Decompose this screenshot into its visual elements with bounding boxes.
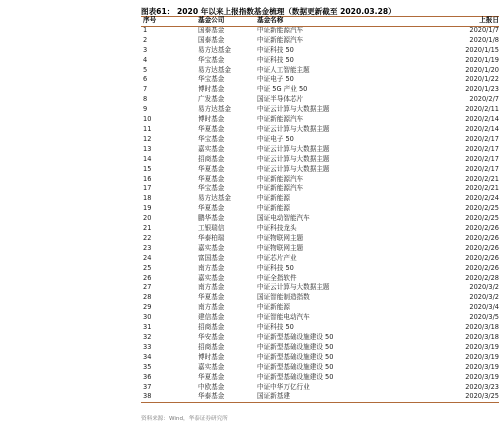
row-report-date: 2020/1/20 xyxy=(465,65,499,74)
row-fund-company: 南方基金 xyxy=(198,263,225,272)
row-report-date: 2020/2/17 xyxy=(465,134,499,143)
row-fund-name: 中证云计算与大数据主题 xyxy=(257,144,330,153)
row-fund-company: 招商基金 xyxy=(198,323,225,332)
row-report-date: 2020/3/23 xyxy=(465,382,499,391)
row-fund-name: 中证新型基础设施建设 50 xyxy=(257,333,334,341)
row-report-date: 2020/3/25 xyxy=(465,392,499,401)
row-fund-company: 招商基金 xyxy=(198,154,225,163)
table-row xyxy=(141,224,500,234)
row-report-date: 2020/2/28 xyxy=(465,273,499,282)
row-fund-name: 中证电子 50 xyxy=(257,75,294,84)
row-index: 34 xyxy=(143,352,152,361)
row-fund-company: 华宝基金 xyxy=(198,75,225,84)
row-fund-company: 中欧基金 xyxy=(198,382,225,391)
row-fund-name: 中证新能源汽车 xyxy=(257,25,304,34)
row-fund-company: 博时基金 xyxy=(198,115,225,124)
row-index: 21 xyxy=(143,224,152,233)
row-fund-company: 易方达基金 xyxy=(198,65,231,74)
table-row xyxy=(141,353,500,363)
row-report-date: 2020/3/18 xyxy=(465,333,499,341)
row-index: 13 xyxy=(143,144,152,153)
row-fund-company: 华夏基金 xyxy=(198,372,225,381)
row-index: 5 xyxy=(143,65,148,74)
row-fund-name: 中证云计算与大数据主题 xyxy=(257,154,330,163)
row-fund-company: 南方基金 xyxy=(198,283,225,292)
row-report-date: 2020/2/21 xyxy=(465,174,499,183)
row-fund-name: 中证新型基础设施建设 50 xyxy=(257,352,334,361)
row-fund-name: 中证科技 50 xyxy=(257,45,294,54)
table-row xyxy=(141,66,500,76)
row-fund-company: 华夏基金 xyxy=(198,124,225,133)
row-report-date: 2020/2/14 xyxy=(465,115,499,124)
table-row xyxy=(141,85,500,95)
row-report-date: 2020/2/17 xyxy=(465,144,499,153)
row-fund-name: 中证新能源汽车 xyxy=(257,174,304,183)
table-row xyxy=(141,392,500,402)
row-fund-company: 广发基金 xyxy=(198,95,225,104)
row-fund-name: 中证科技 50 xyxy=(257,323,294,332)
figure-title: 图表61： 2020 年以来上报指数基金梳理（数据更新截至 2020.03.28） xyxy=(141,7,396,16)
row-index: 20 xyxy=(143,214,152,223)
row-fund-company: 华宝基金 xyxy=(198,184,225,193)
row-report-date: 2020/2/11 xyxy=(465,105,499,114)
table-row xyxy=(141,194,500,204)
row-report-date: 2020/2/25 xyxy=(465,204,499,213)
row-report-date: 2020/2/26 xyxy=(465,243,499,252)
row-index: 29 xyxy=(143,303,152,312)
row-fund-company: 博时基金 xyxy=(198,85,225,94)
row-index: 38 xyxy=(143,392,152,401)
table-row xyxy=(141,95,500,105)
row-index: 26 xyxy=(143,273,152,282)
row-index: 11 xyxy=(143,124,152,133)
row-fund-company: 国泰基金 xyxy=(198,35,225,44)
row-index: 22 xyxy=(143,233,152,242)
table-row xyxy=(141,184,500,194)
table-row xyxy=(141,274,500,284)
row-fund-company: 富国基金 xyxy=(198,253,225,262)
header-index: 序号 xyxy=(143,16,157,24)
row-report-date: 2020/3/19 xyxy=(465,352,499,361)
row-fund-company: 华安基金 xyxy=(198,333,225,341)
header-fund-name: 基金名称 xyxy=(257,16,284,24)
table-row xyxy=(141,26,500,36)
row-fund-company: 嘉实基金 xyxy=(198,362,225,371)
row-fund-name: 中证人工智能主题 xyxy=(257,65,310,74)
row-index: 24 xyxy=(143,253,152,262)
row-index: 32 xyxy=(143,333,152,341)
row-fund-name: 中证云计算与大数据主题 xyxy=(257,105,330,114)
row-fund-company: 工银瑞信 xyxy=(198,224,225,233)
table-row xyxy=(141,313,500,323)
row-fund-name: 中证电子 50 xyxy=(257,134,294,143)
row-report-date: 2020/3/19 xyxy=(465,362,499,371)
row-fund-name: 中证新能源 xyxy=(257,303,290,312)
row-fund-company: 华泰基金 xyxy=(198,392,225,401)
table-header-row xyxy=(141,16,500,26)
table-row xyxy=(141,244,500,254)
row-index: 35 xyxy=(143,362,152,371)
row-report-date: 2020/3/19 xyxy=(465,342,499,351)
row-fund-company: 南方基金 xyxy=(198,303,225,312)
table-row xyxy=(141,383,500,393)
row-index: 12 xyxy=(143,134,152,143)
row-index: 10 xyxy=(143,115,152,124)
table-row xyxy=(141,264,500,274)
row-fund-company: 嘉实基金 xyxy=(198,243,225,252)
row-report-date: 2020/1/23 xyxy=(465,85,499,94)
row-index: 7 xyxy=(143,85,148,94)
row-report-date: 2020/3/2 xyxy=(469,293,499,302)
row-fund-company: 华宝基金 xyxy=(198,134,225,143)
row-fund-company: 易方达基金 xyxy=(198,105,231,114)
table-row xyxy=(141,75,500,85)
row-fund-name: 中证中华万亿行业 xyxy=(257,382,310,391)
row-index: 3 xyxy=(143,45,148,54)
row-fund-company: 建信基金 xyxy=(198,313,225,322)
row-fund-name: 中证科技龙头 xyxy=(257,224,297,233)
row-report-date: 2020/3/19 xyxy=(465,372,499,381)
row-report-date: 2020/1/8 xyxy=(469,35,499,44)
row-fund-name: 中证云计算与大数据主题 xyxy=(257,164,330,173)
table-row xyxy=(141,145,500,155)
table-row xyxy=(141,175,500,185)
table-row xyxy=(141,254,500,264)
row-index: 27 xyxy=(143,283,152,292)
row-fund-name: 中证智能电动汽车 xyxy=(257,313,310,322)
row-fund-name: 中证新型基础设施建设 50 xyxy=(257,342,334,351)
row-index: 4 xyxy=(143,55,148,64)
row-index: 14 xyxy=(143,154,152,163)
row-index: 6 xyxy=(143,75,148,84)
row-fund-name: 中证芯片产业 xyxy=(257,253,297,262)
row-index: 33 xyxy=(143,342,152,351)
row-fund-company: 华夏基金 xyxy=(198,174,225,183)
table-row xyxy=(141,323,500,333)
row-index: 8 xyxy=(143,95,148,104)
row-fund-name: 国证新基建 xyxy=(257,392,290,401)
row-fund-company: 国泰基金 xyxy=(198,25,225,34)
row-fund-name: 中证新能源汽车 xyxy=(257,115,304,124)
row-fund-company: 华夏基金 xyxy=(198,164,225,173)
header-divider-rule xyxy=(141,26,499,27)
table-row xyxy=(141,333,500,343)
row-report-date: 2020/1/7 xyxy=(469,25,499,34)
row-fund-name: 中证物联网主题 xyxy=(257,243,304,252)
row-fund-company: 华夏基金 xyxy=(198,204,225,213)
row-fund-company: 鹏华基金 xyxy=(198,214,225,223)
row-report-date: 2020/3/2 xyxy=(469,283,499,292)
header-fund-company: 基金公司 xyxy=(198,16,225,24)
row-fund-name: 中证 5G 产业 50 xyxy=(257,85,308,94)
fund-table xyxy=(141,16,500,402)
row-report-date: 2020/2/14 xyxy=(465,124,499,133)
row-report-date: 2020/3/5 xyxy=(469,313,499,322)
row-index: 17 xyxy=(143,184,152,193)
table-row xyxy=(141,105,500,115)
row-report-date: 2020/2/26 xyxy=(465,263,499,272)
table-row xyxy=(141,283,500,293)
row-fund-company: 招商基金 xyxy=(198,342,225,351)
table-row xyxy=(141,204,500,214)
table-row xyxy=(141,165,500,175)
row-fund-company: 易方达基金 xyxy=(198,45,231,54)
table-row xyxy=(141,214,500,224)
row-index: 19 xyxy=(143,204,152,213)
row-fund-company: 嘉实基金 xyxy=(198,273,225,282)
row-index: 15 xyxy=(143,164,152,173)
table-row xyxy=(141,115,500,125)
source-note: 资料来源：Wind，华泰证券研究所 xyxy=(141,416,228,422)
row-report-date: 2020/1/22 xyxy=(465,75,499,84)
row-fund-name: 国证半导体芯片 xyxy=(257,95,304,104)
row-fund-name: 中证物联网主题 xyxy=(257,233,304,242)
row-report-date: 2020/2/26 xyxy=(465,253,499,262)
row-index: 36 xyxy=(143,372,152,381)
table-row xyxy=(141,234,500,244)
row-index: 30 xyxy=(143,313,152,322)
row-index: 16 xyxy=(143,174,152,183)
row-fund-name: 中证全指软件 xyxy=(257,273,297,282)
row-index: 1 xyxy=(143,25,148,34)
row-index: 25 xyxy=(143,263,152,272)
row-fund-name: 中证科技 50 xyxy=(257,263,294,272)
table-body xyxy=(141,26,500,402)
row-fund-name: 国证电动智能汽车 xyxy=(257,214,310,223)
row-index: 18 xyxy=(143,194,152,203)
row-fund-company: 易方达基金 xyxy=(198,194,231,203)
row-report-date: 2020/2/26 xyxy=(465,224,499,233)
row-fund-name: 中证新型基础设施建设 50 xyxy=(257,362,334,371)
row-report-date: 2020/2/17 xyxy=(465,164,499,173)
row-index: 2 xyxy=(143,35,148,44)
row-report-date: 2020/2/7 xyxy=(469,95,499,104)
table-row xyxy=(141,56,500,66)
row-report-date: 2020/2/26 xyxy=(465,233,499,242)
table-row xyxy=(141,303,500,313)
table-row xyxy=(141,363,500,373)
table-row xyxy=(141,125,500,135)
table-row xyxy=(141,155,500,165)
row-fund-name: 中证新型基础设施建设 50 xyxy=(257,372,334,381)
row-report-date: 2020/1/19 xyxy=(465,55,499,64)
row-fund-company: 嘉实基金 xyxy=(198,144,225,153)
row-report-date: 2020/2/17 xyxy=(465,154,499,163)
row-report-date: 2020/3/18 xyxy=(465,323,499,332)
row-report-date: 2020/2/24 xyxy=(465,194,499,203)
row-fund-name: 中证科技 50 xyxy=(257,55,294,64)
row-fund-company: 博时基金 xyxy=(198,352,225,361)
table-row xyxy=(141,343,500,353)
row-fund-company: 华夏基金 xyxy=(198,293,225,302)
row-fund-name: 中证云计算与大数据主题 xyxy=(257,283,330,292)
row-fund-name: 国证智能制造指数 xyxy=(257,293,310,302)
row-index: 9 xyxy=(143,105,148,114)
row-report-date: 2020/2/25 xyxy=(465,214,499,223)
row-fund-name: 中证新能源 xyxy=(257,204,290,213)
row-fund-name: 中证新能源 xyxy=(257,194,290,203)
table-row xyxy=(141,373,500,383)
row-index: 37 xyxy=(143,382,152,391)
table-row xyxy=(141,293,500,303)
table-row xyxy=(141,135,500,145)
table-row xyxy=(141,36,500,46)
header-report-date: 上报日 xyxy=(479,16,499,24)
row-index: 31 xyxy=(143,323,152,332)
row-fund-name: 中证新能源汽车 xyxy=(257,35,304,44)
row-report-date: 2020/1/15 xyxy=(465,45,499,54)
row-fund-company: 华泰柏瑞 xyxy=(198,233,225,242)
row-report-date: 2020/2/21 xyxy=(465,184,499,193)
row-fund-name: 中证云计算与大数据主题 xyxy=(257,124,330,133)
row-index: 23 xyxy=(143,243,152,252)
row-report-date: 2020/3/4 xyxy=(469,303,499,312)
table-bottom-rule xyxy=(141,402,499,403)
row-index: 28 xyxy=(143,293,152,302)
row-fund-name: 中证新能源汽车 xyxy=(257,184,304,193)
table-row xyxy=(141,46,500,56)
row-fund-company: 华宝基金 xyxy=(198,55,225,64)
